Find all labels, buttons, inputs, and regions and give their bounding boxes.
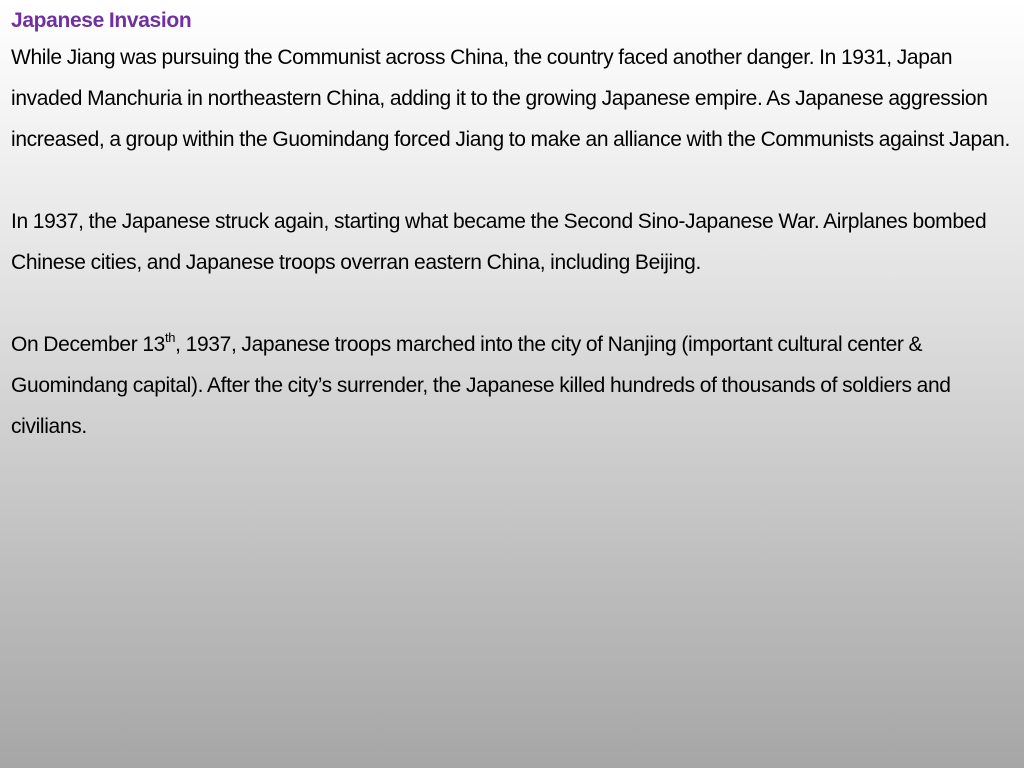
paragraph-manchuria: While Jiang was pursuing the Communist across China, the country faced another danger. In 1931, Japan invaded Manchuria in northeastern China, adding it to the growing Japanese empire. As Japanese aggression increased, a group within the Guomindang forced Jiang to make an alliance with the Communists against Japan.	[11, 46, 1010, 151]
slide-content	[11, 4, 1014, 447]
nanjing-text-start: On December 13	[11, 333, 166, 356]
paragraph-nanjing	[11, 324, 1014, 447]
paragraph-spacer	[11, 283, 1014, 324]
paragraph-spacer	[11, 160, 1014, 201]
slide-title: Japanese Invasion	[11, 9, 192, 32]
nanjing-text-rest: , 1937, Japanese troops marched into the city of Nanjing (important cultural center & Guomindang capital). After the city’s surrender, the Japanese killed hundreds of thousands of soldiers and civilians.	[11, 333, 951, 438]
ordinal-suffix: th	[165, 330, 176, 345]
paragraph-sino-japanese-war: In 1937, the Japanese struck again, starting what became the Second Sino-Japanese War. Airplanes bombed Chinese cities, and Japanese troops overran eastern China, including Beijing.	[11, 210, 987, 274]
